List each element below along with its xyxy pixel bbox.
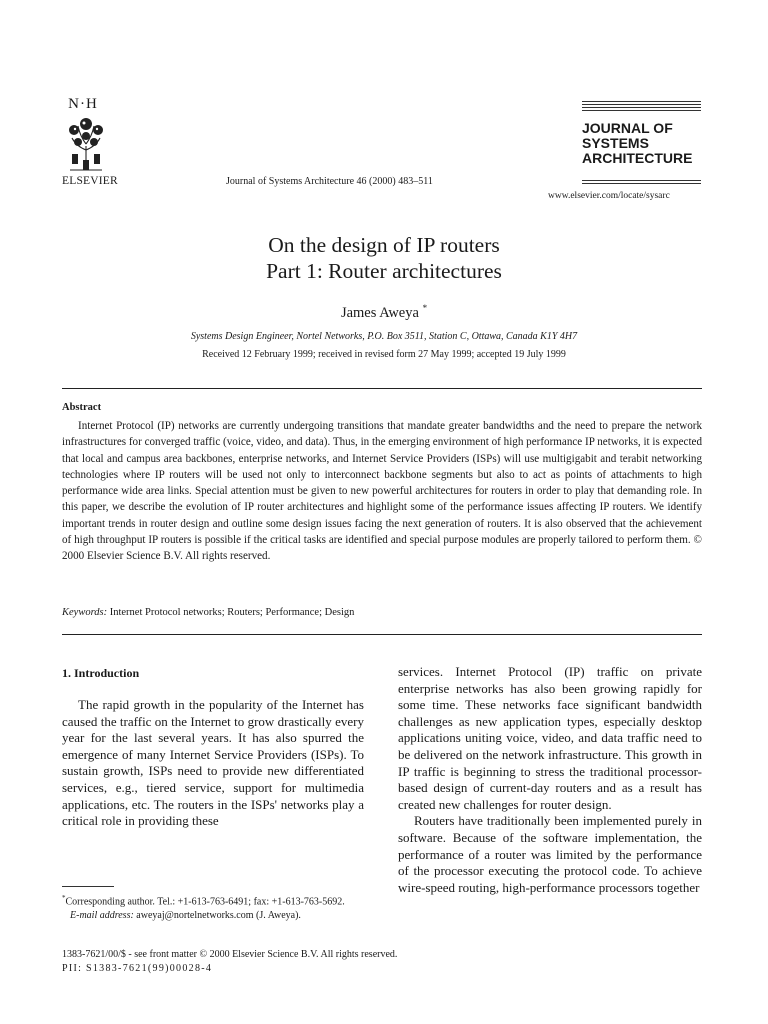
section-heading: 1. Introduction (62, 666, 140, 680)
body-paragraph: The rapid growth in the popularity of the Internet has caused the traffic on the Internet to grow drastically every year for the last several years. It has also spurred the emergence of many Internet Service Providers (ISPs). To sustain growth, ISPs need to provide new differentiated services, e.g., tiered service, support for multimedia applications, etc. The routers in the ISPs' networks play a critical role in providing these (62, 697, 364, 829)
keywords-list: Internet Protocol networks; Routers; Performance; Design (109, 607, 355, 618)
article-title (0, 232, 768, 284)
email-label: E-mail address: (70, 910, 134, 922)
left-column (62, 697, 364, 830)
body-paragraph: Routers have traditionally been implemented purely in software. Because of the software implementation, the performance of a router was limited by the performance of the processor executing the protocol code. To achieve wire-speed routing, high-performance processors together (398, 813, 702, 895)
author-name: James Aweya (340, 304, 419, 321)
footnote-mark: * (62, 894, 66, 902)
publisher-name: ELSEVIER (62, 175, 118, 187)
author-affiliation: Systems Design Engineer, Nortel Networks, P.O. Box 3511, Station C, Ottawa, Canada K1Y 4H7 (190, 331, 578, 342)
journal-brand (582, 121, 692, 166)
journal-brand-line: JOURNAL OF (582, 120, 673, 136)
subtitle-line: Part 1: Router architectures (266, 259, 502, 283)
copyright-line: 1383-7621/00/$ - see front matter © 2000 Elsevier Science B.V. All rights reserved. (62, 949, 398, 960)
brand-rules-bottom (582, 180, 701, 186)
author (0, 303, 768, 322)
pii-line: PII: S1383-7621(99)00028-4 (62, 963, 213, 974)
footnote-rule (62, 886, 114, 887)
journal-url: www.elsevier.com/locate/sysarc (548, 191, 670, 201)
right-column (398, 664, 702, 896)
author-footnote-mark: * (422, 303, 428, 313)
body-paragraph: services. Internet Protocol (IP) traffic on private enterprise networks has also been growing rapidly for some time. These networks face significant bandwidth challenges as new application types, especially desktop applications uniting voice, video, and data traffic need to be delivered on the network infrastructure. This growth in IP traffic is beginning to stress the traditional processor-based design of current-day routers and as a result has created new challenges for router design. (398, 664, 702, 812)
keywords (62, 607, 354, 618)
email-address[interactable]: aweyaj@nortelnetworks.com (J. Aweya). (136, 910, 301, 922)
brand-rules-top (582, 101, 701, 113)
footnote-contact: Corresponding author. Tel.: +1-613-763-6491; fax: +1-613-763-5692. (65, 896, 345, 908)
journal-brand-line: ARCHITECTURE (582, 150, 693, 166)
title-line: On the design of IP routers (268, 233, 500, 257)
journal-brand-line: SYSTEMS (582, 135, 649, 151)
publisher-mark: N·H (68, 96, 98, 112)
divider (62, 634, 702, 635)
elsevier-tree-icon (66, 116, 106, 172)
received-dates: Received 12 February 1999; received in revised form 27 May 1999; accepted 19 July 1999 (202, 349, 566, 360)
abstract-text: Internet Protocol (IP) networks are currently undergoing transitions that mandate greater bandwidths and the need to prepare the network infrastructures for converged traffic (voice, video, and data). Thus, in the emerging environment of high performance IP networks, it is expected that local and campus area backbones, enterprise networks, and Internet Service Providers (ISPs) will use multigigabit and terabit networking technologies where IP routers will be used not only to interconnect backbone segments but also to act as points of attachments to high performance wide area links. Special attention must be given to new powerful architectures for routers in order to play that demanding role. In this paper, we describe the evolution of IP router architectures and highlight some of the performance issues affecting IP routers. We identify important trends in router design and outline some design issues facing the next generation of routers. It is also observed that the achievement of high throughput IP routers is possible if the critical tasks are identified and special purpose modules are properly tailored to perform them. © 2000 Elsevier Science B.V. All rights reserved. (62, 420, 702, 563)
legal-info (62, 948, 397, 976)
footnote (62, 891, 364, 923)
abstract-heading: Abstract (62, 402, 102, 413)
publisher-logo (62, 96, 122, 187)
divider (62, 388, 702, 389)
journal-citation: Journal of Systems Architecture 46 (2000) 483–511 (226, 176, 433, 187)
keywords-label: Keywords: (62, 607, 108, 618)
